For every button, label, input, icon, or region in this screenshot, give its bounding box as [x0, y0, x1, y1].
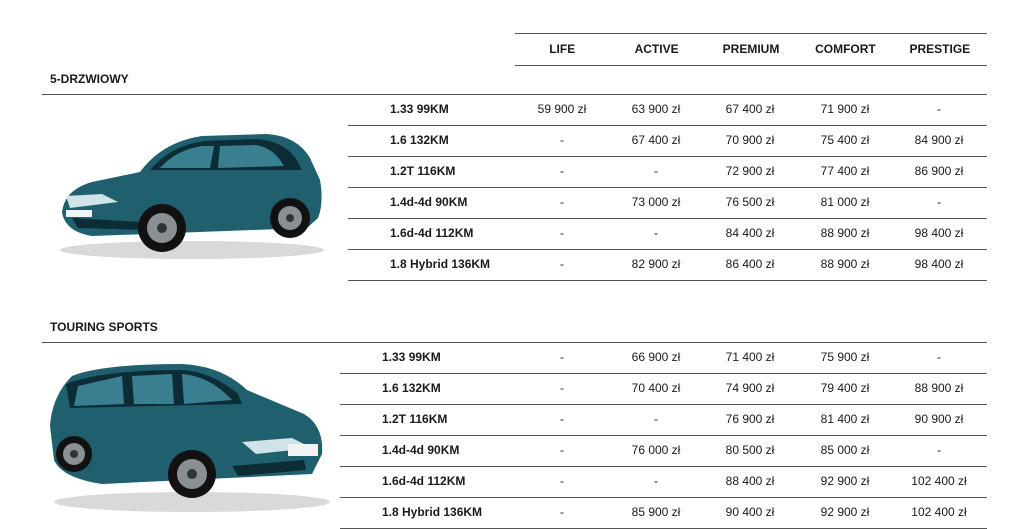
price-cell-comfort: 77 400 zł — [820, 164, 870, 178]
column-header-row — [515, 33, 987, 66]
price-cell-prestige: 98 400 zł — [914, 226, 964, 240]
price-cell-prestige: 102 400 zł — [911, 474, 967, 488]
price-cell-comfort: 81 000 zł — [820, 195, 870, 209]
price-cell-life: - — [560, 133, 564, 147]
price-cell-premium: 88 400 zł — [725, 474, 775, 488]
price-cell-prestige: 88 900 zł — [914, 381, 964, 395]
engine-label: 1.6d-4d 112KM — [382, 474, 466, 488]
price-cell-comfort: 85 000 zł — [820, 443, 870, 457]
price-cell-comfort: 71 900 zł — [820, 102, 870, 116]
engine-label: 1.6d-4d 112KM — [390, 226, 474, 240]
price-cell-life: - — [560, 257, 564, 271]
price-cell-prestige: 86 900 zł — [914, 164, 964, 178]
engine-label: 1.6 132KM — [382, 381, 441, 395]
price-cell-premium: 86 400 zł — [725, 257, 775, 271]
engine-label: 1.4d-4d 90KM — [390, 195, 468, 209]
column-header-life: LIFE — [549, 42, 576, 56]
column-header-prestige: PRESTIGE — [909, 42, 971, 56]
price-cell-active: 67 400 zł — [631, 133, 681, 147]
column-header-active: ACTIVE — [634, 42, 679, 56]
price-cell-premium: 90 400 zł — [725, 505, 775, 519]
price-cell-life: - — [560, 505, 564, 519]
price-cell-comfort: 92 900 zł — [820, 474, 870, 488]
engine-label: 1.4d-4d 90KM — [382, 443, 460, 457]
price-cell-prestige: - — [937, 195, 941, 209]
table-row — [348, 156, 987, 188]
price-cell-premium: 70 900 zł — [725, 133, 775, 147]
table-row — [348, 249, 987, 281]
price-cell-prestige: - — [937, 443, 941, 457]
price-cell-active: 76 000 zł — [631, 443, 681, 457]
price-cell-prestige: 90 900 zł — [914, 412, 964, 426]
price-cell-life: - — [560, 443, 564, 457]
price-cell-prestige: - — [937, 350, 941, 364]
section-title-hatchback: 5-DRZWIOWY — [50, 72, 129, 86]
price-cell-life: - — [560, 381, 564, 395]
price-cell-active: 66 900 zł — [631, 350, 681, 364]
price-cell-premium: 84 400 zł — [725, 226, 775, 240]
price-cell-life: - — [560, 195, 564, 209]
engine-label: 1.2T 116KM — [382, 412, 448, 426]
price-cell-active: - — [654, 226, 658, 240]
price-cell-active: 63 900 zł — [631, 102, 681, 116]
table-row — [348, 218, 987, 250]
price-cell-life: - — [560, 350, 564, 364]
price-cell-active: 70 400 zł — [631, 381, 681, 395]
price-cell-comfort: 79 400 zł — [820, 381, 870, 395]
engine-label: 1.8 Hybrid 136KM — [390, 257, 491, 271]
price-cell-active: - — [654, 164, 658, 178]
price-cell-life: - — [560, 474, 564, 488]
engine-label: 1.8 Hybrid 136KM — [382, 505, 483, 519]
table-row — [348, 125, 987, 157]
touring-sports-car-image — [42, 356, 332, 516]
price-cell-premium: 74 900 zł — [725, 381, 775, 395]
table-row — [340, 342, 987, 374]
price-cell-active: 85 900 zł — [631, 505, 681, 519]
price-cell-life: - — [560, 412, 564, 426]
table-row — [348, 187, 987, 219]
table-row — [340, 466, 987, 498]
price-cell-comfort: 88 900 zł — [820, 257, 870, 271]
price-cell-premium: 76 500 zł — [725, 195, 775, 209]
engine-label: 1.2T 116KM — [390, 164, 456, 178]
price-cell-comfort: 81 400 zł — [820, 412, 870, 426]
price-cell-life: 59 900 zł — [537, 102, 587, 116]
price-cell-active: - — [654, 474, 658, 488]
table-row — [340, 404, 987, 436]
column-header-comfort: COMFORT — [815, 42, 876, 56]
engine-label: 1.33 99KM — [390, 102, 449, 116]
price-cell-premium: 71 400 zł — [725, 350, 775, 364]
price-cell-active: 82 900 zł — [631, 257, 681, 271]
table-row — [340, 373, 987, 405]
price-cell-active: 73 000 zł — [631, 195, 681, 209]
price-cell-comfort: 75 400 zł — [820, 133, 870, 147]
price-cell-premium: 72 900 zł — [725, 164, 775, 178]
hatchback-car-image — [52, 118, 332, 263]
price-cell-life: - — [560, 226, 564, 240]
engine-label: 1.6 132KM — [390, 133, 449, 147]
engine-label: 1.33 99KM — [382, 350, 441, 364]
price-cell-comfort: 92 900 zł — [820, 505, 870, 519]
price-cell-life: - — [560, 164, 564, 178]
column-header-premium: PREMIUM — [722, 42, 780, 56]
price-cell-prestige: - — [937, 102, 941, 116]
section-title-touring-sports: TOURING SPORTS — [50, 320, 158, 334]
price-cell-premium: 80 500 zł — [725, 443, 775, 457]
price-cell-comfort: 75 900 zł — [820, 350, 870, 364]
price-cell-premium: 67 400 zł — [725, 102, 775, 116]
price-cell-active: - — [654, 412, 658, 426]
table-row — [340, 497, 987, 529]
table-row — [348, 94, 987, 126]
price-cell-prestige: 98 400 zł — [914, 257, 964, 271]
price-cell-comfort: 88 900 zł — [820, 226, 870, 240]
price-cell-prestige: 102 400 zł — [911, 505, 967, 519]
price-cell-premium: 76 900 zł — [725, 412, 775, 426]
price-cell-prestige: 84 900 zł — [914, 133, 964, 147]
table-row — [340, 435, 987, 467]
